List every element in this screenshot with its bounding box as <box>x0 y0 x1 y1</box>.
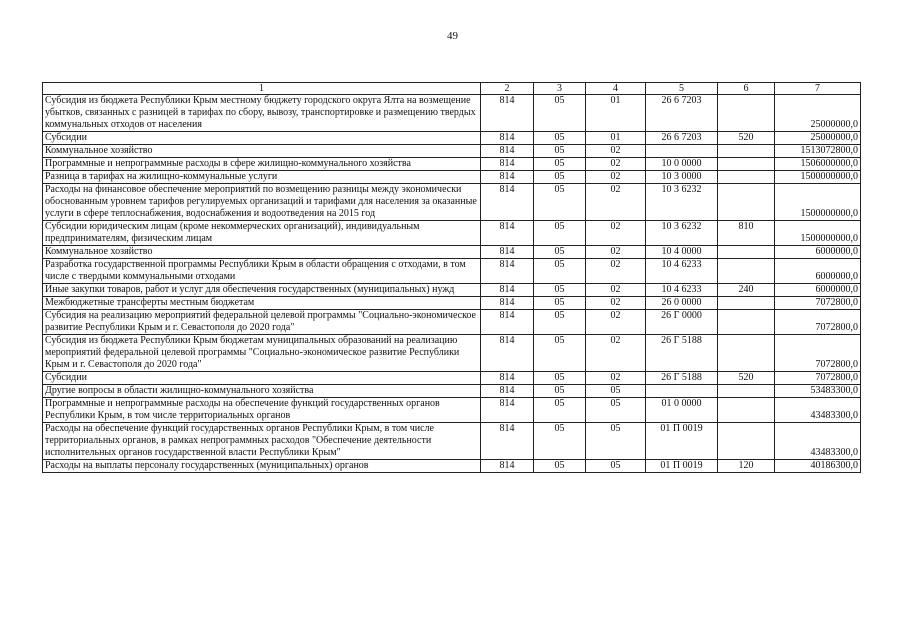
row-section-code: 05 <box>534 297 586 310</box>
row-ministry-code: 814 <box>481 310 534 335</box>
row-ministry-code: 814 <box>481 171 534 184</box>
row-ministry-code: 814 <box>481 335 534 372</box>
row-expense-type-code <box>718 259 775 284</box>
row-section-code: 05 <box>534 310 586 335</box>
row-section-code: 05 <box>534 335 586 372</box>
table-row <box>43 246 861 259</box>
table-row <box>43 132 861 145</box>
row-amount: 7072800,0 <box>775 372 861 385</box>
row-name: Программные и непрограммные расходы на обеспечение функций государственных органов Республики Крым, в том числе территориальных органов <box>43 398 481 423</box>
row-expense-type-code: 810 <box>718 221 775 246</box>
row-expense-type-code <box>718 184 775 221</box>
header-col-6: 6 <box>718 83 775 95</box>
table-row <box>43 398 861 423</box>
table-row <box>43 145 861 158</box>
row-subsection-code: 02 <box>586 246 646 259</box>
row-amount: 53483300,0 <box>775 385 861 398</box>
row-expense-type-code <box>718 335 775 372</box>
row-ministry-code: 814 <box>481 184 534 221</box>
row-amount: 1513072800,0 <box>775 145 861 158</box>
row-amount: 1506000000,0 <box>775 158 861 171</box>
row-expense-type-code: 520 <box>718 372 775 385</box>
row-name: Расходы на финансовое обеспечение мероприятий по возмещению разницы между экономически обоснованным уровнем тарифов регулируемых организаций и тарифами для населения за оказанные услуги в сфере теплоснабжения, водоснабжения и водоотведения на 2015 год <box>43 184 481 221</box>
row-expense-type-code: 240 <box>718 284 775 297</box>
row-target-code: 01 П 0019 <box>646 423 718 460</box>
row-amount: 43483300,0 <box>775 398 861 423</box>
table-row <box>43 259 861 284</box>
header-col-3: 3 <box>534 83 586 95</box>
row-amount: 1500000000,0 <box>775 184 861 221</box>
row-target-code: 10 4 0000 <box>646 246 718 259</box>
budget-table-body <box>43 83 861 473</box>
row-expense-type-code <box>718 310 775 335</box>
row-name: Коммунальное хозяйство <box>43 246 481 259</box>
row-subsection-code: 02 <box>586 158 646 171</box>
row-name: Субсидии <box>43 372 481 385</box>
row-ministry-code: 814 <box>481 145 534 158</box>
table-row <box>43 423 861 460</box>
row-name: Расходы на выплаты персоналу государственных (муниципальных) органов <box>43 460 481 473</box>
header-col-1: 1 <box>43 83 481 95</box>
table-row <box>43 95 861 132</box>
row-target-code <box>646 385 718 398</box>
row-subsection-code: 05 <box>586 460 646 473</box>
row-name: Расходы на обеспечение функций государственных органов Республики Крым, в том числе территориальных органов, в рамках непрограммных расходов "Обеспечение деятельности исполнительных органов государственной власти Республики Крым" <box>43 423 481 460</box>
row-subsection-code: 05 <box>586 385 646 398</box>
row-name: Другие вопросы в области жилищно-коммунального хозяйства <box>43 385 481 398</box>
row-name: Субсидия из бюджета Республики Крым бюджетам муниципальных образований на реализацию мероприятий федеральной целевой программы "Социально-экономическое развитие Республики Крым и г. Севастополя до 2020 года" <box>43 335 481 372</box>
header-col-5: 5 <box>646 83 718 95</box>
row-amount: 1500000000,0 <box>775 171 861 184</box>
row-expense-type-code: 520 <box>718 132 775 145</box>
row-section-code: 05 <box>534 385 586 398</box>
row-ministry-code: 814 <box>481 423 534 460</box>
row-section-code: 05 <box>534 158 586 171</box>
page-number: 49 <box>447 30 458 42</box>
row-amount: 6000000,0 <box>775 259 861 284</box>
row-expense-type-code: 120 <box>718 460 775 473</box>
row-name: Субсидии юридическим лицам (кроме некоммерческих организаций), индивидуальным предпринимателям, физическим лицам <box>43 221 481 246</box>
row-subsection-code: 02 <box>586 335 646 372</box>
row-section-code: 05 <box>534 184 586 221</box>
row-section-code: 05 <box>534 95 586 132</box>
row-subsection-code: 02 <box>586 184 646 221</box>
row-subsection-code: 02 <box>586 145 646 158</box>
header-col-7: 7 <box>775 83 861 95</box>
row-ministry-code: 814 <box>481 385 534 398</box>
row-target-code: 10 3 6232 <box>646 221 718 246</box>
row-name: Субсидия на реализацию мероприятий федеральной целевой программы "Социально-экономическое развитие Республики Крым и г. Севастополя до 2020 года" <box>43 310 481 335</box>
row-section-code: 05 <box>534 145 586 158</box>
budget-table <box>42 82 861 473</box>
header-col-4: 4 <box>586 83 646 95</box>
row-ministry-code: 814 <box>481 460 534 473</box>
row-expense-type-code <box>718 246 775 259</box>
row-section-code: 05 <box>534 423 586 460</box>
table-row <box>43 372 861 385</box>
row-subsection-code: 02 <box>586 310 646 335</box>
row-target-code: 10 0 0000 <box>646 158 718 171</box>
row-ministry-code: 814 <box>481 259 534 284</box>
row-subsection-code: 05 <box>586 423 646 460</box>
row-subsection-code: 01 <box>586 132 646 145</box>
row-amount: 43483300,0 <box>775 423 861 460</box>
row-target-code: 26 6 7203 <box>646 132 718 145</box>
row-expense-type-code <box>718 158 775 171</box>
row-target-code: 01 0 0000 <box>646 398 718 423</box>
table-row <box>43 284 861 297</box>
row-name: Межбюджетные трансферты местным бюджетам <box>43 297 481 310</box>
row-amount: 7072800,0 <box>775 335 861 372</box>
row-name: Программные и непрограммные расходы в сфере жилищно-коммунального хозяйства <box>43 158 481 171</box>
row-target-code: 10 4 6233 <box>646 259 718 284</box>
row-target-code: 26 Г 0000 <box>646 310 718 335</box>
row-section-code: 05 <box>534 372 586 385</box>
table-row <box>43 310 861 335</box>
row-target-code: 10 3 6232 <box>646 184 718 221</box>
row-section-code: 05 <box>534 132 586 145</box>
row-section-code: 05 <box>534 221 586 246</box>
row-amount: 25000000,0 <box>775 95 861 132</box>
table-header-row <box>43 83 861 95</box>
table-row <box>43 385 861 398</box>
row-amount: 25000000,0 <box>775 132 861 145</box>
row-amount: 1500000000,0 <box>775 221 861 246</box>
row-ministry-code: 814 <box>481 284 534 297</box>
row-ministry-code: 814 <box>481 158 534 171</box>
header-col-2: 2 <box>481 83 534 95</box>
table-row <box>43 171 861 184</box>
row-target-code: 10 4 6233 <box>646 284 718 297</box>
row-subsection-code: 05 <box>586 398 646 423</box>
row-subsection-code: 02 <box>586 372 646 385</box>
row-section-code: 05 <box>534 398 586 423</box>
row-expense-type-code <box>718 423 775 460</box>
row-ministry-code: 814 <box>481 372 534 385</box>
row-subsection-code: 02 <box>586 171 646 184</box>
row-amount: 40186300,0 <box>775 460 861 473</box>
row-amount: 7072800,0 <box>775 297 861 310</box>
row-expense-type-code <box>718 385 775 398</box>
row-section-code: 05 <box>534 259 586 284</box>
row-subsection-code: 01 <box>586 95 646 132</box>
row-amount: 6000000,0 <box>775 284 861 297</box>
row-section-code: 05 <box>534 171 586 184</box>
row-amount: 6000000,0 <box>775 246 861 259</box>
row-expense-type-code <box>718 145 775 158</box>
row-ministry-code: 814 <box>481 398 534 423</box>
row-target-code <box>646 145 718 158</box>
row-name: Разница в тарифах на жилищно-коммунальные услуги <box>43 171 481 184</box>
row-section-code: 05 <box>534 460 586 473</box>
row-section-code: 05 <box>534 284 586 297</box>
row-ministry-code: 814 <box>481 297 534 310</box>
table-row <box>43 335 861 372</box>
row-section-code: 05 <box>534 246 586 259</box>
row-ministry-code: 814 <box>481 95 534 132</box>
row-target-code: 01 П 0019 <box>646 460 718 473</box>
row-target-code: 26 Г 5188 <box>646 335 718 372</box>
row-expense-type-code <box>718 297 775 310</box>
row-target-code: 26 6 7203 <box>646 95 718 132</box>
row-target-code: 10 3 0000 <box>646 171 718 184</box>
row-expense-type-code <box>718 171 775 184</box>
table-row <box>43 221 861 246</box>
table-row <box>43 460 861 473</box>
table-row <box>43 184 861 221</box>
row-target-code: 26 0 0000 <box>646 297 718 310</box>
row-subsection-code: 02 <box>586 297 646 310</box>
row-name: Разработка государственной программы Республики Крым в области обращения с отходами, в том числе с твердыми коммунальными отходами <box>43 259 481 284</box>
row-name: Субсидия из бюджета Республики Крым местному бюджету городского округа Ялта на возмещение убытков, связанных с разницей в тарифах по сбору, вывозу, транспортировке и размещению твердых коммунальных отходов от населения <box>43 95 481 132</box>
row-name: Иные закупки товаров, работ и услуг для обеспечения государственных (муниципальных) нужд <box>43 284 481 297</box>
row-ministry-code: 814 <box>481 221 534 246</box>
row-target-code: 26 Г 5188 <box>646 372 718 385</box>
row-subsection-code: 02 <box>586 221 646 246</box>
row-expense-type-code <box>718 95 775 132</box>
row-amount: 7072800,0 <box>775 310 861 335</box>
row-name: Субсидии <box>43 132 481 145</box>
row-subsection-code: 02 <box>586 259 646 284</box>
row-ministry-code: 814 <box>481 246 534 259</box>
row-subsection-code: 02 <box>586 284 646 297</box>
table-row <box>43 158 861 171</box>
table-row <box>43 297 861 310</box>
row-expense-type-code <box>718 398 775 423</box>
row-ministry-code: 814 <box>481 132 534 145</box>
row-name: Коммунальное хозяйство <box>43 145 481 158</box>
